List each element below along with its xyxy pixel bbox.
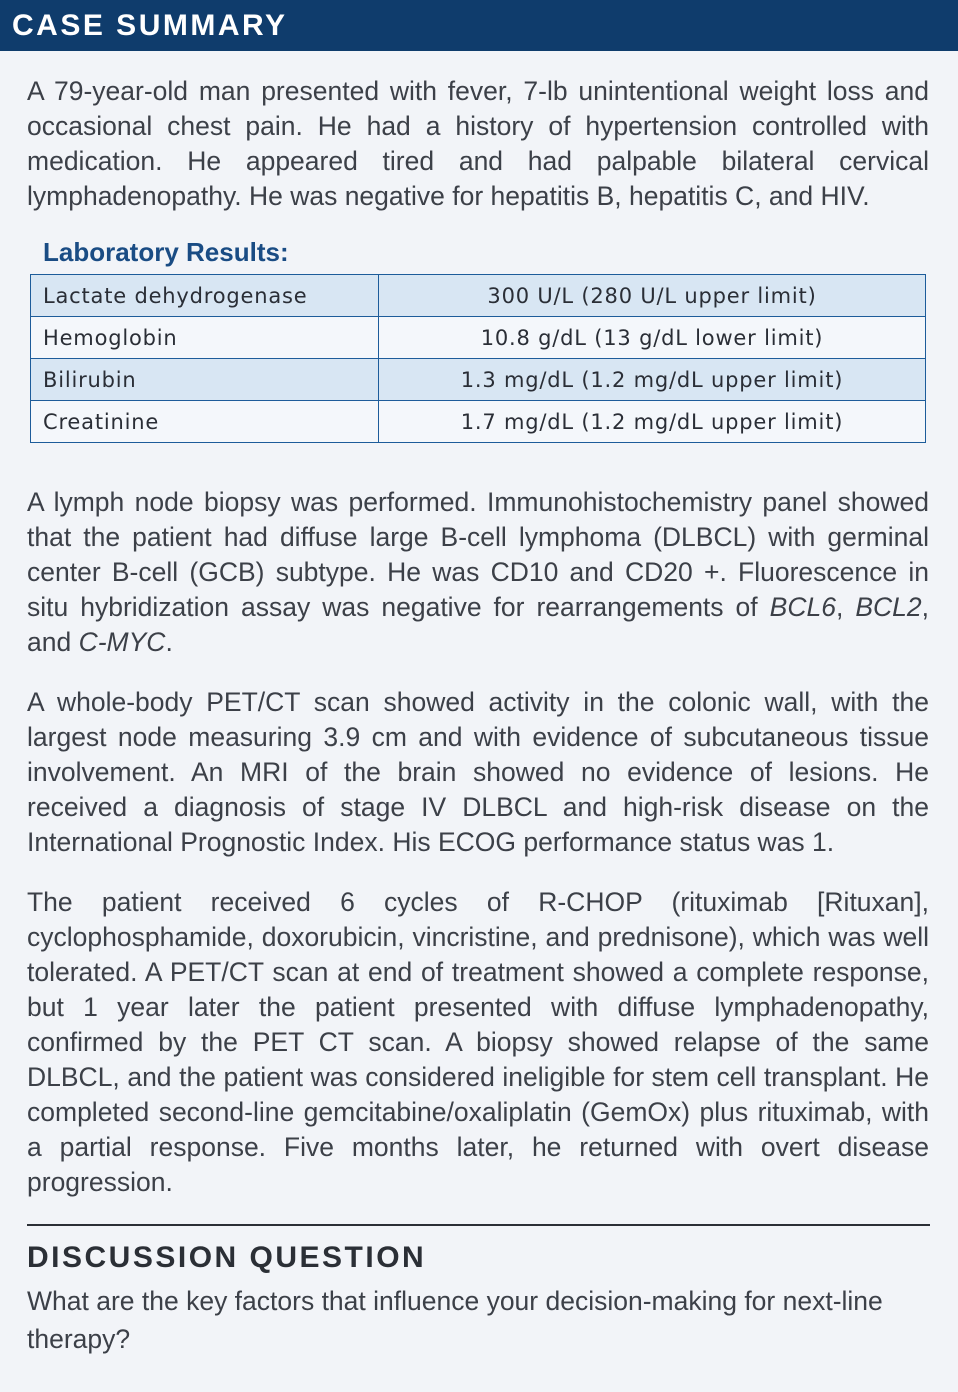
case-summary-title: CASE SUMMARY — [12, 9, 288, 42]
table-row — [31, 401, 926, 443]
lab-test-name: Lactate dehydrogenase — [31, 275, 379, 317]
case-summary-header-bar — [0, 0, 958, 51]
lab-results-table — [30, 274, 926, 443]
gene-bcl6: BCL6 — [769, 592, 836, 622]
gene-separator: , and — [27, 592, 929, 657]
lab-test-name: Bilirubin — [31, 359, 379, 401]
lab-test-value: 300 U/L (280 U/L upper limit) — [379, 275, 926, 317]
table-row — [31, 317, 926, 359]
section-divider — [27, 1224, 930, 1226]
biopsy-paragraph — [27, 485, 929, 660]
table-row — [31, 359, 926, 401]
gene-separator: , — [835, 592, 856, 622]
discussion-question-text: What are the key factors that influence your decision-making for next-line therapy? — [27, 1286, 883, 1354]
biopsy-text: A lymph node biopsy was performed. Immunohistochemistry panel showed that the patient had diffuse large B-cell lymphoma (DLBCL) with germinal center B-cell (GCB) subtype. He was CD10 and CD20 +. Fluorescence in situ hybridization assay was negative for rearrangements of — [27, 487, 929, 622]
gene-bcl2: BCL2 — [855, 592, 922, 622]
lab-test-name: Hemoglobin — [31, 317, 379, 359]
treatment-paragraph: The patient received 6 cycles of R-CHOP (rituximab [Rituxan], cyclophosphamide, doxorubicin, vincristine, and prednisone), which was well tolerated. A PET/CT scan at end of treatment showed a complete response, but 1 year later the patient presented with diffuse lymphadenopathy, confirmed by the PET CT scan. A biopsy showed relapse of the same DLBCL, and the patient was considered ineligible for stem cell transplant. He completed second-line gemcitabine/oxaliplatin (GemOx) plus rituximab, with a partial response. Five months later, he returned with overt disease progression. — [27, 887, 929, 1197]
table-row — [31, 275, 926, 317]
gene-c-myc: C-MYC — [78, 627, 166, 657]
sentence-end: . — [165, 627, 173, 657]
lab-results-heading: Laboratory Results: — [43, 237, 289, 267]
discussion-question-title: DISCUSSION QUESTION — [27, 1241, 427, 1274]
lab-test-name: Creatinine — [31, 401, 379, 443]
lab-test-value: 1.7 mg/dL (1.2 mg/dL upper limit) — [379, 401, 926, 443]
lab-test-value: 1.3 mg/dL (1.2 mg/dL upper limit) — [379, 359, 926, 401]
presentation-paragraph: A 79-year-old man presented with fever, 7-lb unintentional weight loss and occasional chest pain. He had a history of hypertension controlled with medication. He appeared tired and had palpable bilateral cervical lymphadenopathy. He was negative for hepatitis B, hepatitis C, and HIV. — [27, 76, 929, 211]
staging-paragraph: A whole-body PET/CT scan showed activity in the colonic wall, with the largest node measuring 3.9 cm and with evidence of subcutaneous tissue involvement. An MRI of the brain showed no evidence of lesions. He received a diagnosis of stage IV DLBCL and high-risk disease on the International Prognostic Index. His ECOG performance status was 1. — [27, 687, 929, 857]
lab-test-value: 10.8 g/dL (13 g/dL lower limit) — [379, 317, 926, 359]
